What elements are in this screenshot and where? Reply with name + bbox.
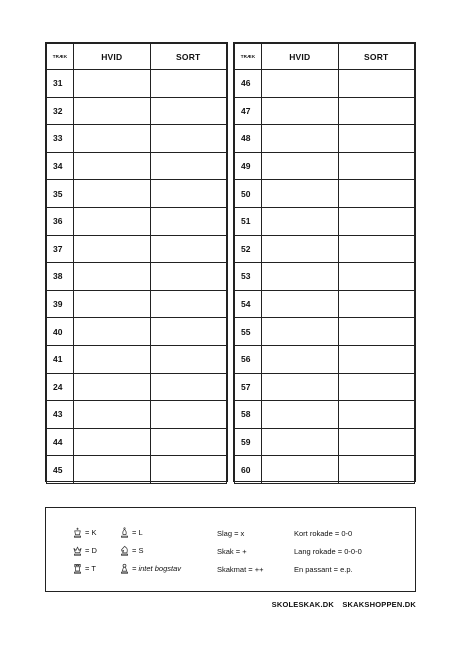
white-move-cell[interactable]: [74, 180, 151, 208]
move-row: [47, 318, 227, 346]
white-move-cell[interactable]: [74, 152, 151, 180]
move-number: 34: [47, 152, 74, 180]
black-move-cell[interactable]: [150, 152, 227, 180]
move-row: [47, 235, 227, 263]
black-move-cell[interactable]: [338, 70, 415, 98]
white-move-cell[interactable]: [74, 290, 151, 318]
move-number: 51: [235, 207, 262, 235]
notation-legend: [45, 507, 416, 592]
footer-site-skoleskak: SKOLESKAK.DK: [271, 600, 335, 609]
move-number: 50: [235, 180, 262, 208]
white-move-cell[interactable]: [262, 456, 339, 484]
legend-king: = K: [72, 527, 96, 538]
black-move-cell[interactable]: [338, 373, 415, 401]
move-number: 24: [47, 373, 74, 401]
white-move-cell[interactable]: [74, 263, 151, 291]
legend-en-passant: En passant = e.p.: [294, 565, 353, 574]
move-row: [47, 290, 227, 318]
white-move-cell[interactable]: [74, 401, 151, 429]
white-move-cell[interactable]: [74, 97, 151, 125]
move-number: 56: [235, 345, 262, 373]
move-number: 32: [47, 97, 74, 125]
move-number: 52: [235, 235, 262, 263]
move-row: [47, 428, 227, 456]
black-move-cell[interactable]: [150, 401, 227, 429]
black-move-cell[interactable]: [338, 428, 415, 456]
black-move-cell[interactable]: [338, 345, 415, 373]
move-number: 53: [235, 263, 262, 291]
move-row: [47, 70, 227, 98]
black-move-cell[interactable]: [150, 263, 227, 291]
move-number: 47: [235, 97, 262, 125]
move-number: 43: [47, 401, 74, 429]
white-move-cell[interactable]: [262, 428, 339, 456]
white-move-cell[interactable]: [262, 263, 339, 291]
white-move-cell[interactable]: [262, 345, 339, 373]
move-number: 55: [235, 318, 262, 346]
move-row: [47, 125, 227, 153]
white-move-cell[interactable]: [74, 345, 151, 373]
move-row: [235, 97, 415, 125]
move-number: 37: [47, 235, 74, 263]
black-move-cell[interactable]: [150, 456, 227, 484]
white-move-cell[interactable]: [262, 180, 339, 208]
black-move-cell[interactable]: [338, 152, 415, 180]
white-move-cell[interactable]: [74, 207, 151, 235]
move-row: [235, 180, 415, 208]
legend-bishop: = L: [119, 527, 143, 538]
black-move-cell[interactable]: [338, 125, 415, 153]
black-move-cell[interactable]: [338, 318, 415, 346]
move-row: [235, 428, 415, 456]
header-white: HVID: [74, 44, 151, 70]
move-row: [47, 345, 227, 373]
move-number: 44: [47, 428, 74, 456]
queen-icon: [72, 545, 83, 556]
legend-rook: = T: [72, 563, 96, 574]
white-move-cell[interactable]: [262, 235, 339, 263]
black-move-cell[interactable]: [338, 97, 415, 125]
bishop-icon: [119, 527, 130, 538]
black-move-cell[interactable]: [150, 235, 227, 263]
black-move-cell[interactable]: [150, 180, 227, 208]
black-move-cell[interactable]: [338, 263, 415, 291]
white-move-cell[interactable]: [74, 235, 151, 263]
white-move-cell[interactable]: [74, 318, 151, 346]
move-number: 31: [47, 70, 74, 98]
pawn-icon: [119, 563, 130, 574]
move-row: [235, 290, 415, 318]
black-move-cell[interactable]: [150, 345, 227, 373]
black-move-cell[interactable]: [150, 290, 227, 318]
legend-capture: Slag = x: [217, 529, 245, 538]
white-move-cell[interactable]: [262, 152, 339, 180]
move-number: 36: [47, 207, 74, 235]
move-number: 33: [47, 125, 74, 153]
move-number: 38: [47, 263, 74, 291]
white-move-cell[interactable]: [262, 401, 339, 429]
header-move: TRÆK: [235, 44, 262, 70]
move-number: 39: [47, 290, 74, 318]
move-row: [235, 401, 415, 429]
legend-check: Skak = +: [217, 547, 247, 556]
rook-icon: [72, 563, 83, 574]
score-table-right: [233, 42, 416, 482]
move-row: [235, 345, 415, 373]
legend-short-castle: Kort rokade = 0-0: [294, 529, 353, 538]
black-move-cell[interactable]: [150, 207, 227, 235]
move-number: 59: [235, 428, 262, 456]
black-move-cell[interactable]: [150, 428, 227, 456]
knight-icon: [119, 545, 130, 556]
move-number: 57: [235, 373, 262, 401]
move-row: [235, 70, 415, 98]
move-row: [235, 318, 415, 346]
black-move-cell[interactable]: [338, 235, 415, 263]
move-row: [235, 373, 415, 401]
white-move-cell[interactable]: [262, 70, 339, 98]
legend-long-castle: Lang rokade = 0-0-0: [294, 547, 362, 556]
move-number: 58: [235, 401, 262, 429]
move-row: [47, 456, 227, 484]
move-row: [235, 207, 415, 235]
score-table-left: [45, 42, 228, 482]
move-number: 41: [47, 345, 74, 373]
move-row: [235, 235, 415, 263]
move-number: 45: [47, 456, 74, 484]
white-move-cell[interactable]: [262, 373, 339, 401]
footer: [272, 600, 416, 609]
move-number: 40: [47, 318, 74, 346]
black-move-cell[interactable]: [150, 318, 227, 346]
move-number: 35: [47, 180, 74, 208]
header-black: SORT: [338, 44, 415, 70]
black-move-cell[interactable]: [150, 70, 227, 98]
header-white: HVID: [262, 44, 339, 70]
black-move-cell[interactable]: [150, 125, 227, 153]
white-move-cell[interactable]: [262, 207, 339, 235]
black-move-cell[interactable]: [338, 207, 415, 235]
white-move-cell[interactable]: [74, 125, 151, 153]
white-move-cell[interactable]: [262, 125, 339, 153]
legend-checkmate: Skakmat = ++: [217, 565, 264, 574]
header-black: SORT: [150, 44, 227, 70]
white-move-cell[interactable]: [262, 97, 339, 125]
legend-knight: = S: [119, 545, 143, 556]
black-move-cell[interactable]: [338, 290, 415, 318]
move-row: [47, 152, 227, 180]
king-icon: [72, 527, 83, 538]
header-move: TRÆK: [47, 44, 74, 70]
black-move-cell[interactable]: [150, 97, 227, 125]
legend-queen: = D: [72, 545, 97, 556]
legend-pawn: = intet bogstav: [119, 563, 181, 574]
black-move-cell[interactable]: [338, 401, 415, 429]
move-row: [235, 263, 415, 291]
move-number: 46: [235, 70, 262, 98]
move-row: [235, 456, 415, 484]
move-row: [47, 97, 227, 125]
white-move-cell[interactable]: [74, 428, 151, 456]
black-move-cell[interactable]: [338, 180, 415, 208]
move-number: 48: [235, 125, 262, 153]
move-row: [235, 125, 415, 153]
white-move-cell[interactable]: [262, 290, 339, 318]
move-row: [235, 152, 415, 180]
move-row: [47, 373, 227, 401]
white-move-cell[interactable]: [74, 456, 151, 484]
footer-site-skakshoppen: SKAKSHOPPEN.DK: [342, 600, 416, 609]
move-row: [47, 263, 227, 291]
black-move-cell[interactable]: [338, 456, 415, 484]
move-number: 60: [235, 456, 262, 484]
move-row: [47, 207, 227, 235]
white-move-cell[interactable]: [74, 373, 151, 401]
white-move-cell[interactable]: [74, 70, 151, 98]
move-row: [47, 180, 227, 208]
black-move-cell[interactable]: [150, 373, 227, 401]
white-move-cell[interactable]: [262, 318, 339, 346]
move-number: 49: [235, 152, 262, 180]
move-row: [47, 401, 227, 429]
move-number: 54: [235, 290, 262, 318]
